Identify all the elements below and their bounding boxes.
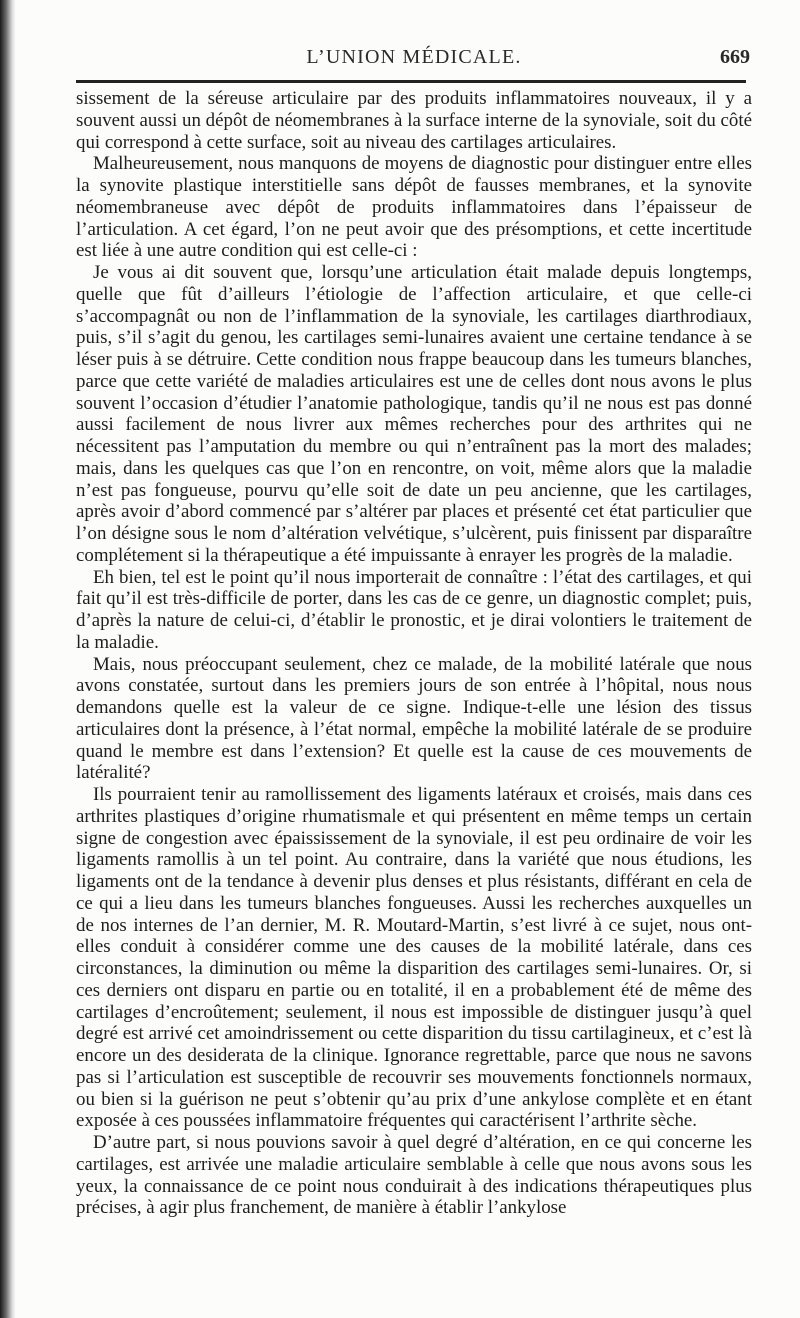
- paragraph-5: Mais, nous préoccupant seulement, chez ce malade, de la mobilité latérale que nous avons constatée, surtout dans les premiers jours de son entrée à l’hôpital, nous nous demandons quelle est la valeur de ce signe. Indique-t-elle une lésion des tissus articulaires dont la présence, à l’état normal, empêche la mobilité latérale de se produire quand le membre est dans l’extension? Et quelle est la cause de ces mouvements de latéralité?: [76, 653, 752, 784]
- scan-binding-edge: [0, 0, 16, 1318]
- header-rule: [76, 80, 746, 83]
- page-number: 669: [720, 46, 750, 68]
- paragraph-7: D’autre part, si nous pouvions savoir à quel degré d’altération, en ce qui concerne les cartilages, est arrivée une maladie articulaire semblable à celle que nous avons sous les yeux, la connaissance de ce point nous conduirait à des indications thérapeutiques plus précises, à agir plus franchement, de manière à établir l’ankylose: [76, 1132, 752, 1219]
- paragraph-6: Ils pourraient tenir au ramollissement des ligaments latéraux et croisés, mais dans ces arthrites plastiques d’origine rhumatismale et qui présentent en même temps un certain signe de congestion avec épaississement de la synoviale, il est peu ordinaire de voir les ligaments ramollis à un tel point. Au contraire, dans la variété que nous étudions, les ligaments ont de la tendance à devenir plus denses et plus résistants, différant en cela de ce qui a lieu dans les tumeurs blanches fongueuses. Aussi les recherches auxquelles un de nos internes de l’an dernier, M. R. Moutard-Martin, s’est livré à ce sujet, nous ont-elles conduit à considérer comme une des causes de la mobilité latérale, dans ces circonstances, la diminution ou même la disparition des cartilages semi-lunaires. Or, si ces derniers ont disparu en partie ou en totalité, il en a probablement été de même des cartilages d’encroûtement; seulement, il nous est impossible de distinguer jusqu’à quel degré est arrivé cet amoindrissement ou cette disparition du tissu cartilagineux, et c’est là encore un des desiderata de la clinique. Ignorance regrettable, parce que nous ne savons pas si l’articulation est susceptible de recouvrir ses mouvements fonctionnels normaux, ou bien si la guérison ne peut s’obtenir qu’au prix d’une ankylose complète et en étant exposée à ces poussées inflammatoire fréquentes qui caractérisent l’arthrite sèche.: [76, 784, 752, 1132]
- paragraph-2: Malheureusement, nous manquons de moyens de diagnostic pour distinguer entre elles la synovite plastique interstitielle sans dépôt de fausses membranes, et la synovite néomembraneuse avec dépôt de produits inflammatoires dans l’épaisseur de l’articulation. A cet égard, l’on ne peut avoir que des présomptions, et cette incertitude est liée à une autre condition qui est celle-ci :: [76, 153, 752, 262]
- paragraph-4: Eh bien, tel est le point qu’il nous importerait de connaître : l’état des cartilages, et qui fait qu’il est très-difficile de porter, dans les cas de ce genre, un diagnostic complet; puis, d’après la nature de celui-ci, d’établir le pronostic, et je dirai volontiers le traitement de la maladie.: [76, 566, 752, 653]
- running-title: L’UNION MÉDICALE.: [306, 46, 522, 68]
- paragraph-1: sissement de la séreuse articulaire par des produits inflammatoires nouveaux, il y a souvent aussi un dépôt de néomembranes à la surface interne de la synoviale, soit du côté qui correspond à cette surface, soit au niveau des cartilages articulaires.: [76, 88, 752, 153]
- page-header: [76, 46, 752, 72]
- paragraph-3: Je vous ai dit souvent que, lorsqu’une articulation était malade depuis longtemps, quelle que fût d’ailleurs l’étiologie de l’affection articulaire, et que celle-ci s’accompagnât ou non de l’inflammation de la synoviale, les cartilages diarthrodiaux, puis, s’il s’agit du genou, les cartilages semi-lunaires avaient une certaine tendance à se léser puis à se détruire. Cette condition nous frappe beaucoup dans les tumeurs blanches, parce que cette variété de maladies articulaires est une de celles dont nous avons le plus souvent l’occasion d’étudier l’anatomie pathologique, tandis qu’il ne nous est pas donné aussi facilement de nous livrer aux mêmes recherches pour des arthrites qui ne nécessitent pas l’amputation du membre ou qui n’entraînent pas la mort des malades; mais, dans les quelques cas que l’on en rencontre, on voit, même alors que la maladie n’est pas fongueuse, pourvu qu’elle soit de date un peu ancienne, que les cartilages, après avoir d’abord commencé par s’altérer par places et présenté cet état particulier que l’on désigne sous le nom d’altération velvétique, s’ulcèrent, puis finissent par disparaître complétement si la thérapeutique a été impuissante à enrayer les progrès de la maladie.: [76, 262, 752, 566]
- body-text: [76, 88, 752, 1219]
